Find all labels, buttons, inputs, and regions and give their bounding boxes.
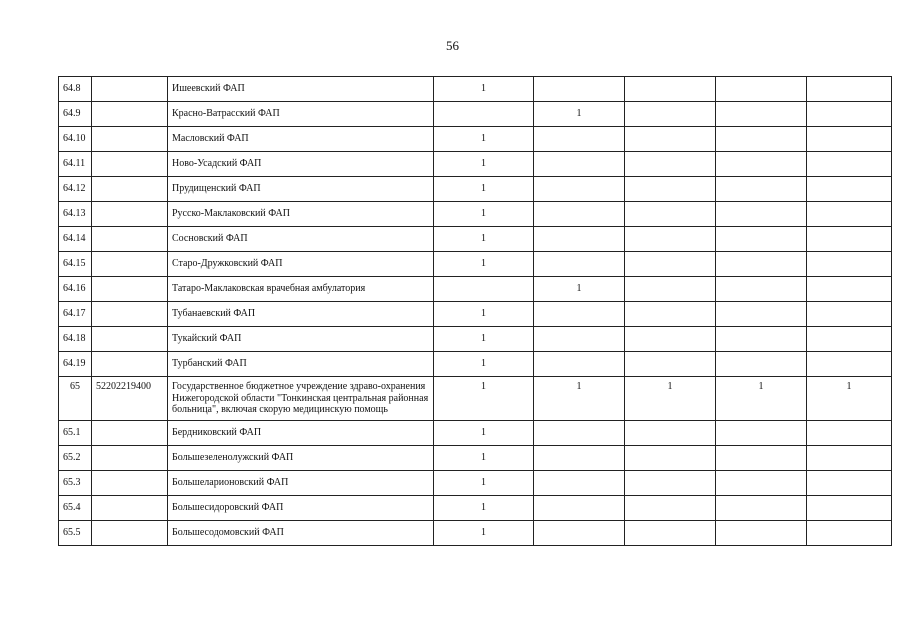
table-body xyxy=(59,77,892,546)
row-code-cell xyxy=(92,352,168,377)
value-cell-3 xyxy=(625,445,716,470)
value-cell-2 xyxy=(534,302,625,327)
row-code-cell xyxy=(92,77,168,102)
row-code-cell xyxy=(92,445,168,470)
value-cell-3 xyxy=(625,470,716,495)
value-cell-4 xyxy=(716,327,807,352)
row-number-cell: 64.9 xyxy=(59,102,92,127)
table-row xyxy=(59,202,892,227)
value-cell-1: 1 xyxy=(434,177,534,202)
value-cell-5 xyxy=(807,520,892,545)
row-number-cell: 65.2 xyxy=(59,445,92,470)
row-code-cell xyxy=(92,152,168,177)
value-cell-1: 1 xyxy=(434,152,534,177)
value-cell-1: 1 xyxy=(434,327,534,352)
row-code-cell xyxy=(92,495,168,520)
value-cell-4 xyxy=(716,277,807,302)
row-number-cell: 64.18 xyxy=(59,327,92,352)
row-code-cell xyxy=(92,102,168,127)
value-cell-3 xyxy=(625,277,716,302)
value-cell-2: 1 xyxy=(534,377,625,421)
table-row xyxy=(59,445,892,470)
table-row xyxy=(59,352,892,377)
table-row xyxy=(59,377,892,421)
value-cell-1: 1 xyxy=(434,377,534,421)
facility-name-cell: Масловский ФАП xyxy=(168,127,434,152)
value-cell-3 xyxy=(625,352,716,377)
row-number-cell: 64.12 xyxy=(59,177,92,202)
row-code-cell: 52202219400 xyxy=(92,377,168,421)
value-cell-5 xyxy=(807,495,892,520)
value-cell-4 xyxy=(716,352,807,377)
facility-name-cell: Ново-Усадский ФАП xyxy=(168,152,434,177)
row-number-cell: 64.13 xyxy=(59,202,92,227)
row-code-cell xyxy=(92,420,168,445)
page-number: 56 xyxy=(446,38,459,53)
value-cell-1: 1 xyxy=(434,445,534,470)
value-cell-4: 1 xyxy=(716,377,807,421)
value-cell-5 xyxy=(807,445,892,470)
facilities-table xyxy=(58,76,892,546)
value-cell-5 xyxy=(807,177,892,202)
facility-name-cell: Большесодомовский ФАП xyxy=(168,520,434,545)
value-cell-1: 1 xyxy=(434,127,534,152)
value-cell-1: 1 xyxy=(434,352,534,377)
value-cell-5 xyxy=(807,470,892,495)
row-number-cell: 65 xyxy=(59,377,92,421)
facility-name-cell: Красно-Ватрасский ФАП xyxy=(168,102,434,127)
value-cell-3 xyxy=(625,177,716,202)
table-row xyxy=(59,495,892,520)
table-row xyxy=(59,520,892,545)
value-cell-4 xyxy=(716,445,807,470)
value-cell-4 xyxy=(716,302,807,327)
table-row xyxy=(59,77,892,102)
facility-name-cell: Сосновский ФАП xyxy=(168,227,434,252)
value-cell-5 xyxy=(807,227,892,252)
row-code-cell xyxy=(92,520,168,545)
value-cell-1 xyxy=(434,277,534,302)
row-code-cell xyxy=(92,327,168,352)
value-cell-5 xyxy=(807,77,892,102)
row-number-cell: 64.19 xyxy=(59,352,92,377)
value-cell-5 xyxy=(807,127,892,152)
row-number-cell: 64.8 xyxy=(59,77,92,102)
value-cell-3 xyxy=(625,252,716,277)
row-number-cell: 65.3 xyxy=(59,470,92,495)
value-cell-3 xyxy=(625,520,716,545)
value-cell-2 xyxy=(534,77,625,102)
facility-name-cell: Татаро-Маклаковская врачебная амбулатория xyxy=(168,277,434,302)
value-cell-5 xyxy=(807,277,892,302)
value-cell-5 xyxy=(807,420,892,445)
facility-name-cell: Большезеленолужский ФАП xyxy=(168,445,434,470)
value-cell-1 xyxy=(434,102,534,127)
value-cell-4 xyxy=(716,252,807,277)
value-cell-4 xyxy=(716,495,807,520)
facility-name-cell: Турбанский ФАП xyxy=(168,352,434,377)
row-number-cell: 64.10 xyxy=(59,127,92,152)
value-cell-3 xyxy=(625,152,716,177)
value-cell-3: 1 xyxy=(625,377,716,421)
value-cell-2 xyxy=(534,177,625,202)
value-cell-3 xyxy=(625,302,716,327)
table-row xyxy=(59,327,892,352)
value-cell-5 xyxy=(807,152,892,177)
value-cell-1: 1 xyxy=(434,77,534,102)
value-cell-3 xyxy=(625,495,716,520)
table-row xyxy=(59,277,892,302)
value-cell-2 xyxy=(534,520,625,545)
value-cell-1: 1 xyxy=(434,302,534,327)
value-cell-3 xyxy=(625,202,716,227)
row-number-cell: 65.1 xyxy=(59,420,92,445)
row-code-cell xyxy=(92,227,168,252)
value-cell-2 xyxy=(534,252,625,277)
table-row xyxy=(59,127,892,152)
value-cell-2 xyxy=(534,127,625,152)
value-cell-3 xyxy=(625,77,716,102)
value-cell-2 xyxy=(534,420,625,445)
value-cell-5 xyxy=(807,302,892,327)
facility-name-cell: Бердниковский ФАП xyxy=(168,420,434,445)
value-cell-1: 1 xyxy=(434,495,534,520)
value-cell-1: 1 xyxy=(434,202,534,227)
row-code-cell xyxy=(92,127,168,152)
row-number-cell: 65.4 xyxy=(59,495,92,520)
facility-name-cell: Большесидоровский ФАП xyxy=(168,495,434,520)
table-row xyxy=(59,420,892,445)
value-cell-3 xyxy=(625,227,716,252)
value-cell-2 xyxy=(534,227,625,252)
row-code-cell xyxy=(92,470,168,495)
table-row xyxy=(59,152,892,177)
value-cell-2 xyxy=(534,152,625,177)
value-cell-4 xyxy=(716,127,807,152)
value-cell-3 xyxy=(625,420,716,445)
value-cell-1: 1 xyxy=(434,520,534,545)
table-row xyxy=(59,302,892,327)
value-cell-1: 1 xyxy=(434,252,534,277)
value-cell-4 xyxy=(716,202,807,227)
row-number-cell: 65.5 xyxy=(59,520,92,545)
value-cell-5 xyxy=(807,252,892,277)
row-code-cell xyxy=(92,277,168,302)
row-number-cell: 64.17 xyxy=(59,302,92,327)
value-cell-4 xyxy=(716,520,807,545)
value-cell-2 xyxy=(534,202,625,227)
value-cell-2: 1 xyxy=(534,277,625,302)
value-cell-5 xyxy=(807,327,892,352)
facility-name-cell: Государственное бюджетное учреждение здраво-охранения Нижегородской области "Тонкинская центральная районная больница", включая скорую медицинскую помощь xyxy=(168,377,434,421)
value-cell-4 xyxy=(716,102,807,127)
value-cell-4 xyxy=(716,227,807,252)
value-cell-5 xyxy=(807,202,892,227)
value-cell-2: 1 xyxy=(534,102,625,127)
row-number-cell: 64.14 xyxy=(59,227,92,252)
value-cell-1: 1 xyxy=(434,470,534,495)
facility-name-cell: Тукайский ФАП xyxy=(168,327,434,352)
row-number-cell: 64.16 xyxy=(59,277,92,302)
value-cell-4 xyxy=(716,470,807,495)
value-cell-3 xyxy=(625,127,716,152)
row-code-cell xyxy=(92,202,168,227)
value-cell-5: 1 xyxy=(807,377,892,421)
facility-name-cell: Тубанаевский ФАП xyxy=(168,302,434,327)
value-cell-2 xyxy=(534,470,625,495)
row-code-cell xyxy=(92,177,168,202)
value-cell-4 xyxy=(716,420,807,445)
value-cell-1: 1 xyxy=(434,420,534,445)
row-number-cell: 64.15 xyxy=(59,252,92,277)
table-row xyxy=(59,102,892,127)
value-cell-3 xyxy=(625,102,716,127)
facility-name-cell: Старо-Дружковский ФАП xyxy=(168,252,434,277)
value-cell-2 xyxy=(534,445,625,470)
facility-name-cell: Русско-Маклаковский ФАП xyxy=(168,202,434,227)
value-cell-4 xyxy=(716,152,807,177)
facility-name-cell: Ишеевский ФАП xyxy=(168,77,434,102)
facility-name-cell: Большеларионовский ФАП xyxy=(168,470,434,495)
value-cell-2 xyxy=(534,495,625,520)
value-cell-4 xyxy=(716,177,807,202)
row-number-cell: 64.11 xyxy=(59,152,92,177)
value-cell-4 xyxy=(716,77,807,102)
value-cell-3 xyxy=(625,327,716,352)
value-cell-5 xyxy=(807,352,892,377)
table-row xyxy=(59,470,892,495)
row-code-cell xyxy=(92,252,168,277)
row-code-cell xyxy=(92,302,168,327)
value-cell-5 xyxy=(807,102,892,127)
table-row xyxy=(59,252,892,277)
table-row xyxy=(59,177,892,202)
value-cell-2 xyxy=(534,352,625,377)
facility-name-cell: Прудищенский ФАП xyxy=(168,177,434,202)
table-row xyxy=(59,227,892,252)
value-cell-1: 1 xyxy=(434,227,534,252)
value-cell-2 xyxy=(534,327,625,352)
